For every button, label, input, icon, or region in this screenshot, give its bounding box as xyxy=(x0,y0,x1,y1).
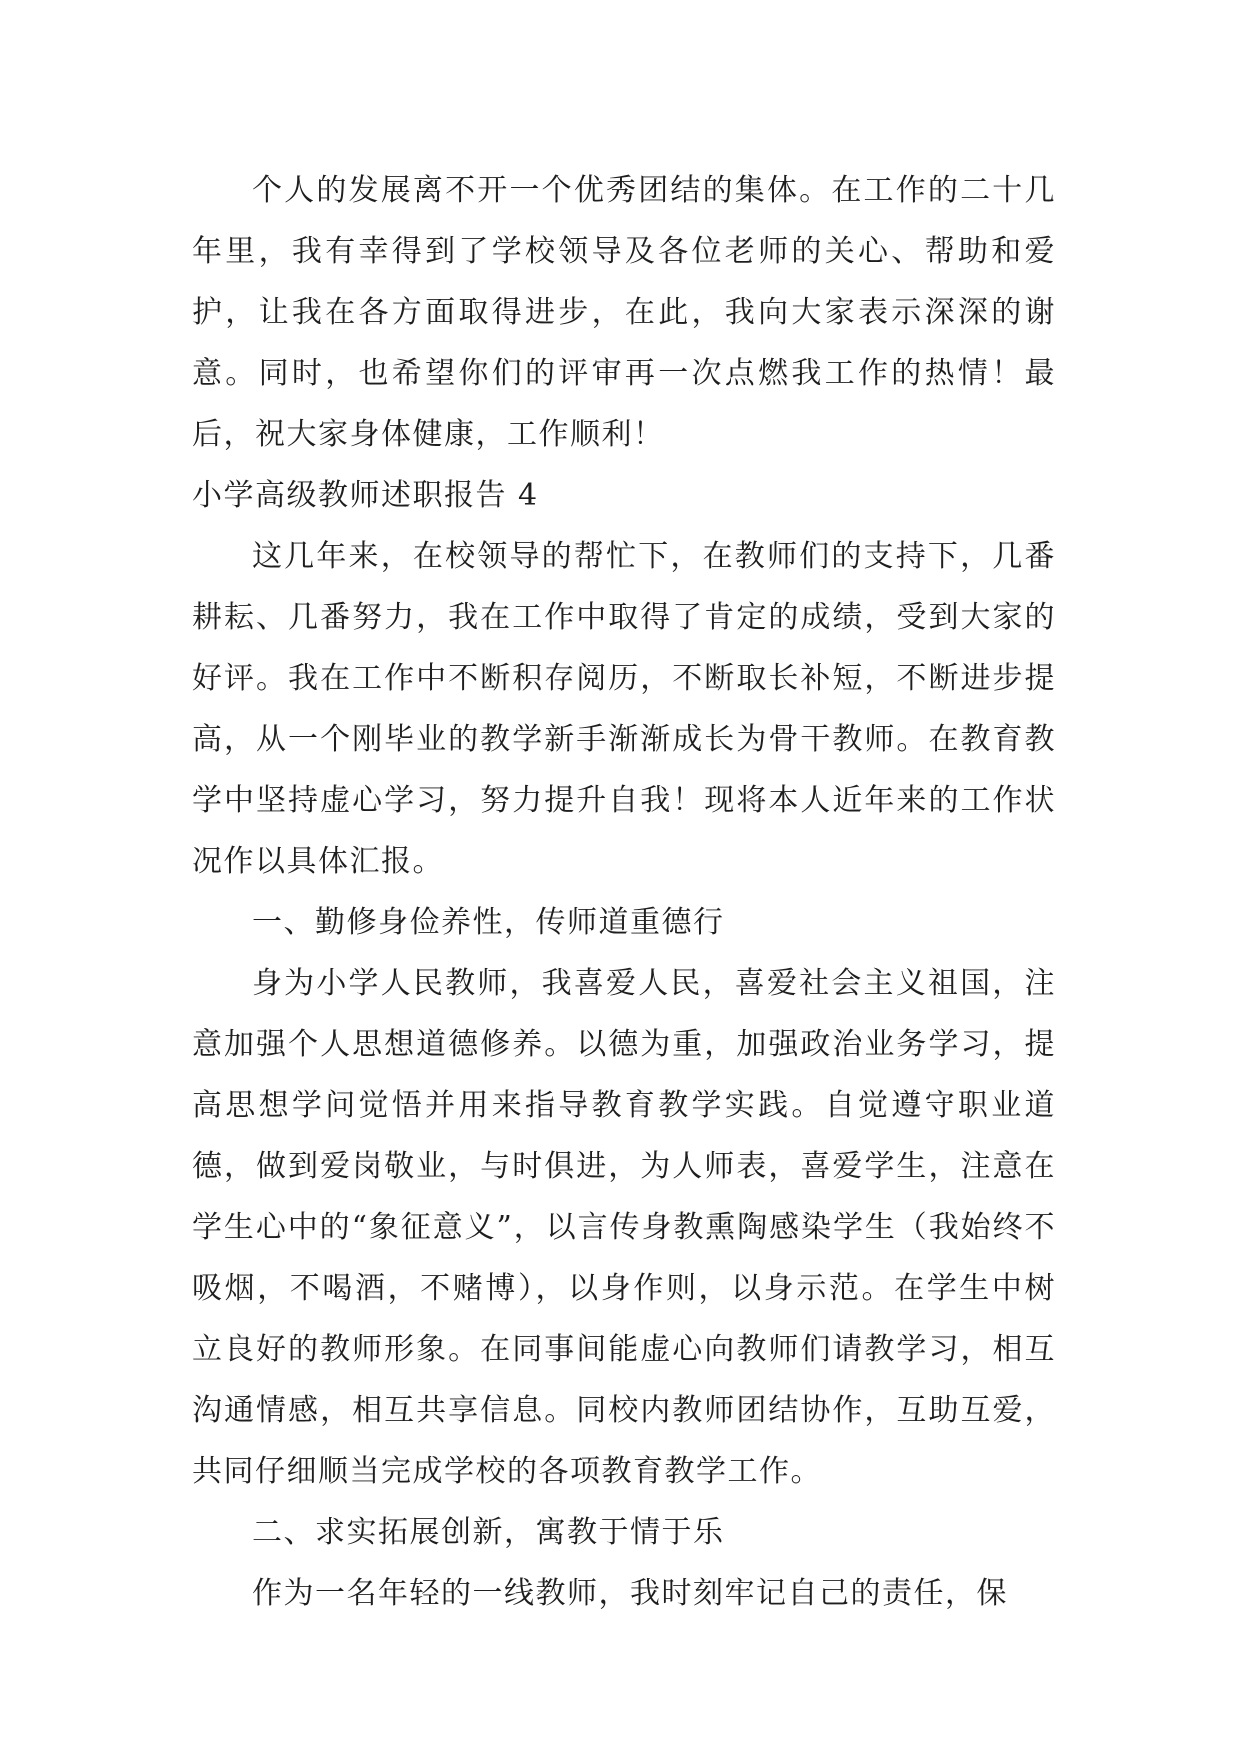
subheading-innovation: 二、求实拓展创新，寓教于情于乐 xyxy=(252,1515,725,1550)
paragraph-innovation: 作为一名年轻的一线教师，我时刻牢记自己的责任，保 xyxy=(252,1576,1008,1611)
paragraph-overview: 这几年来，在校领导的帮忙下，在教师们的支持下，几番耕耘、几番努力，我在工作中取得了肯定的成绩，受到大家的好评。我在工作中不断积存阅历，不断取长补短，不断进步提高，从一个刚毕业的教学新手渐渐成长为骨干教师。在教育教学中坚持虚心学习，努力提升自我！现将本人近年来的工作状况作以具体汇报。 xyxy=(192,539,1056,879)
section-title: 小学高级教师述职报告 4 xyxy=(192,478,539,513)
intro-paragraph: 个人的发展离不开一个优秀团结的集体。在工作的二十几年里，我有幸得到了学校领导及各位老师的关心、帮助和爱护，让我在各方面取得进步，在此，我向大家表示深深的谢意。同时，也希望你们的评审再一次点燃我工作的热情！最后，祝大家身体健康，工作顺利！ xyxy=(192,173,1056,452)
paragraph-ethics: 身为小学人民教师，我喜爱人民，喜爱社会主义祖国，注意加强个人思想道德修养。以德为重，加强政治业务学习，提高思想学问觉悟并用来指导教育教学实践。自觉遵守职业道德，做到爱岗敬业，与时俱进，为人师表，喜爱学生，注意在学生心中的“象征意义”，以言传身教熏陶感染学生（我始终不吸烟，不喝酒，不赌博），以身作则，以身示范。在学生中树立良好的教师形象。在同事间能虚心向教师们请教学习，相互沟通情感，相互共享信息。同校内教师团结协作，互助互爱，共同仔细顺当完成学校的各项教育教学工作。 xyxy=(192,966,1056,1489)
document-body xyxy=(192,160,1056,1624)
subheading-ethics: 一、勤修身俭养性，传师道重德行 xyxy=(252,905,725,940)
